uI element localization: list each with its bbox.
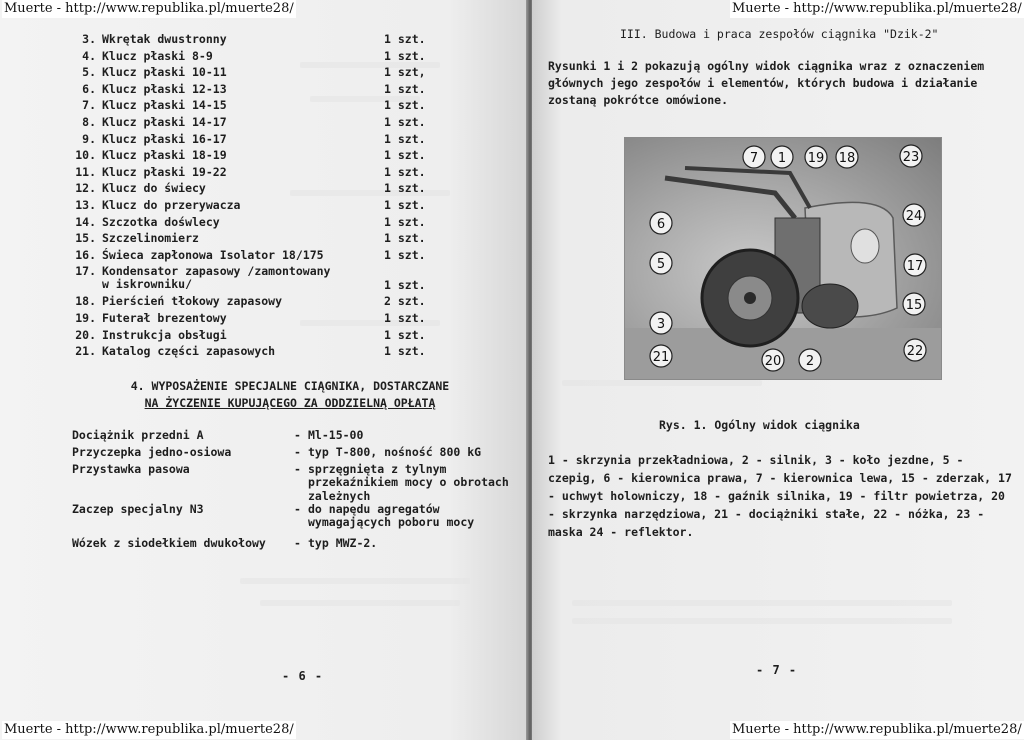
item-number: 20. bbox=[75, 327, 96, 342]
tractor-illustration bbox=[625, 138, 941, 379]
item-number: 3. bbox=[82, 32, 96, 46]
callout-text: 21 bbox=[652, 350, 670, 365]
item-quantity: 1 szt. bbox=[384, 148, 426, 163]
equipment-desc: sprzęgnięta z tylnym przekaźnikiem mocy o obrotach zależnych bbox=[308, 462, 509, 503]
dash: - bbox=[294, 536, 301, 550]
list-item bbox=[72, 263, 442, 293]
item-quantity: 1 szt. bbox=[384, 114, 426, 129]
item-name: Pierścień tłokowy zapasowy bbox=[102, 294, 283, 309]
list-item bbox=[72, 230, 442, 247]
bleed-through bbox=[260, 600, 460, 606]
item-name: Świeca zapłonowa Isolator 18/175 bbox=[102, 247, 324, 262]
list-item bbox=[72, 247, 442, 264]
equipment-row bbox=[72, 503, 522, 537]
callout-text: 5 bbox=[656, 257, 666, 272]
bleed-through bbox=[572, 600, 952, 606]
list-item bbox=[72, 64, 442, 81]
handlebar bbox=[665, 178, 795, 218]
item-quantity: 1 szt. bbox=[384, 327, 426, 342]
equipment-name: Wózek z siodełkiem dwukołowy bbox=[72, 536, 266, 550]
item-name: Klucz płaski 12-13 bbox=[102, 81, 227, 96]
list-item bbox=[72, 310, 442, 327]
chapter-title: III. Budowa i praca zespołów ciągnika "Dzik-2" bbox=[620, 27, 939, 41]
item-number: 13. bbox=[75, 197, 96, 212]
reflector bbox=[851, 229, 879, 263]
special-equipment-list bbox=[72, 429, 522, 554]
item-name: Klucz do świecy bbox=[102, 181, 206, 196]
callout-text: 24 bbox=[905, 209, 923, 224]
watermark-bottom-right: Muerte - http://www.republika.pl/muerte28/ bbox=[732, 722, 1022, 737]
bleed-through bbox=[572, 618, 952, 624]
callout-text: 1 bbox=[777, 151, 787, 166]
item-quantity: 1 szt. bbox=[384, 197, 426, 212]
item-quantity: 1 szt, bbox=[384, 65, 426, 80]
list-item bbox=[72, 97, 442, 114]
item-name: Klucz płaski 14-15 bbox=[102, 98, 227, 113]
figure-legend: 1 - skrzynia przekładniowa, 2 - silnik, 3 - koło jezdne, 5 - czepig, 6 - kierownica prawa, 7 - kierownica lewa, 15 - zderzak, 17 - uchwyt holowniczy, 18 - gaźnik silnika, 19 - filtr powietrza, 20 - skrzynka narzędziowa, 21 - dociążniki stałe, 22 - nóżka, 23 - maska 24 - reflektor. bbox=[548, 453, 1012, 539]
watermark-top-left: Muerte - http://www.republika.pl/muerte28/ bbox=[4, 1, 294, 16]
item-number: 4. bbox=[82, 48, 96, 63]
list-item bbox=[72, 81, 442, 98]
equipment-desc: typ MWZ-2. bbox=[308, 536, 378, 550]
item-number: 18. bbox=[75, 294, 96, 309]
intro-paragraph: Rysunki 1 i 2 pokazują ogólny widok ciągnika wraz z oznaczeniem głównych jego zespołów i elementów, których budowa i działanie zostaną pokrótce omówione. bbox=[548, 59, 985, 107]
item-quantity: 1 szt. bbox=[384, 181, 426, 196]
item-quantity: 1 szt. bbox=[384, 98, 426, 113]
item-number: 6. bbox=[82, 81, 96, 96]
list-item bbox=[72, 327, 442, 344]
ground bbox=[625, 328, 941, 379]
item-quantity: 2 szt. bbox=[384, 294, 426, 309]
item-number: 14. bbox=[75, 214, 96, 229]
equipment-row bbox=[72, 446, 522, 463]
list-item bbox=[72, 343, 442, 360]
item-quantity: 1 szt. bbox=[384, 214, 426, 229]
item-number: 17. bbox=[75, 264, 96, 279]
tool-list bbox=[72, 31, 442, 360]
item-name: Klucz płaski 18-19 bbox=[102, 148, 227, 163]
dash: - bbox=[294, 502, 301, 516]
page-number-right: - 7 - bbox=[756, 663, 798, 677]
section-4-heading bbox=[110, 378, 470, 412]
list-item bbox=[72, 114, 442, 131]
callout-text: 23 bbox=[902, 150, 920, 165]
item-number: 16. bbox=[75, 247, 96, 262]
bleed-through bbox=[240, 578, 470, 584]
item-number: 10. bbox=[75, 148, 96, 163]
equipment-desc: typ T-800, nośność 800 kG bbox=[308, 445, 482, 459]
list-item bbox=[72, 31, 442, 48]
item-quantity: 1 szt. bbox=[384, 164, 426, 179]
item-name: Kondensator zapasowy /zamontowany w iskrowniku/ bbox=[102, 264, 331, 292]
watermark-top-right: Muerte - http://www.republika.pl/muerte28/ bbox=[732, 1, 1022, 16]
item-quantity: 1 szt. bbox=[384, 278, 426, 293]
page-number-left: - 6 - bbox=[282, 669, 324, 683]
equipment-row bbox=[72, 429, 522, 446]
item-quantity: 1 szt. bbox=[384, 310, 426, 325]
callout-text: 19 bbox=[807, 151, 825, 166]
item-name: Instrukcja obsługi bbox=[102, 327, 227, 342]
item-quantity: 1 szt. bbox=[384, 81, 426, 96]
list-item bbox=[72, 131, 442, 148]
callout-text: 17 bbox=[906, 259, 924, 274]
callout-text: 2 bbox=[805, 354, 815, 369]
item-name: Szczotka dośwlecy bbox=[102, 214, 220, 229]
watermark-bottom-left: Muerte - http://www.republika.pl/muerte28/ bbox=[4, 722, 294, 737]
callout-text: 6 bbox=[656, 217, 666, 232]
item-name: Klucz do przerywacza bbox=[102, 197, 241, 212]
item-quantity: 1 szt. bbox=[384, 131, 426, 146]
callout-text: 7 bbox=[749, 151, 759, 166]
item-name: Klucz płaski 16-17 bbox=[102, 131, 227, 146]
rear-wheel bbox=[802, 284, 858, 328]
item-quantity: 1 szt. bbox=[384, 247, 426, 262]
item-number: 15. bbox=[75, 231, 96, 246]
figure-caption: Rys. 1. Ogólny widok ciągnika bbox=[659, 418, 860, 432]
item-name: Klucz płaski 8-9 bbox=[102, 48, 213, 63]
equipment-name: Dociążnik przedni A bbox=[72, 428, 204, 442]
item-number: 7. bbox=[82, 98, 96, 113]
list-item bbox=[72, 180, 442, 197]
equipment-row bbox=[72, 537, 522, 554]
equipment-name: Przystawka pasowa bbox=[72, 462, 190, 476]
item-name: Futerał brezentowy bbox=[102, 310, 227, 325]
item-number: 8. bbox=[82, 114, 96, 129]
dash: - bbox=[294, 428, 301, 442]
item-quantity: 1 szt. bbox=[384, 48, 426, 63]
list-item bbox=[72, 293, 442, 310]
item-number: 11. bbox=[75, 164, 96, 179]
list-item bbox=[72, 164, 442, 181]
item-name: Wkrętak dwustronny bbox=[102, 32, 227, 46]
item-number: 21. bbox=[75, 344, 96, 359]
list-item bbox=[72, 214, 442, 231]
callout-text: 22 bbox=[906, 344, 924, 359]
item-quantity: 1 szt. bbox=[384, 344, 426, 359]
dash: - bbox=[294, 462, 301, 476]
section-heading-line: 4. WYPOSAŻENIE SPECJALNE CIĄGNIKA, DOSTARCZANE bbox=[130, 379, 450, 393]
item-name: Szczelinomierz bbox=[102, 231, 199, 246]
tractor-photo bbox=[624, 137, 942, 380]
item-name: Katalog części zapasowych bbox=[102, 344, 276, 359]
equipment-name: Zaczep specjalny N3 bbox=[72, 502, 204, 516]
item-name: Klucz płaski 10-11 bbox=[102, 65, 227, 80]
item-number: 9. bbox=[82, 131, 96, 146]
equipment-name: Przyczepka jedno-osiowa bbox=[72, 445, 232, 459]
dash: - bbox=[294, 445, 301, 459]
item-number: 12. bbox=[75, 181, 96, 196]
list-item bbox=[72, 48, 442, 65]
item-quantity: 1 szt. bbox=[384, 32, 426, 46]
item-name: Klucz płaski 14-17 bbox=[102, 114, 227, 129]
item-number: 19. bbox=[75, 310, 96, 325]
wheel-axle bbox=[744, 292, 756, 304]
equipment-desc: do napędu agregatów wymagających poboru mocy bbox=[308, 502, 475, 530]
item-name: Klucz płaski 19-22 bbox=[102, 164, 227, 179]
section-heading-line: NA ŻYCZENIE KUPUJĄCEGO ZA ODDZIELNĄ OPŁATĄ bbox=[144, 396, 436, 410]
callout-text: 3 bbox=[656, 317, 666, 332]
equipment-desc: Ml-15-00 bbox=[308, 428, 364, 442]
callout-text: 18 bbox=[838, 151, 856, 166]
list-item bbox=[72, 147, 442, 164]
item-quantity: 1 szt. bbox=[384, 231, 426, 246]
list-item bbox=[72, 197, 442, 214]
callout-text: 20 bbox=[764, 354, 782, 369]
item-number: 5. bbox=[82, 65, 96, 80]
callout-text: 15 bbox=[905, 298, 923, 313]
equipment-row bbox=[72, 463, 522, 503]
